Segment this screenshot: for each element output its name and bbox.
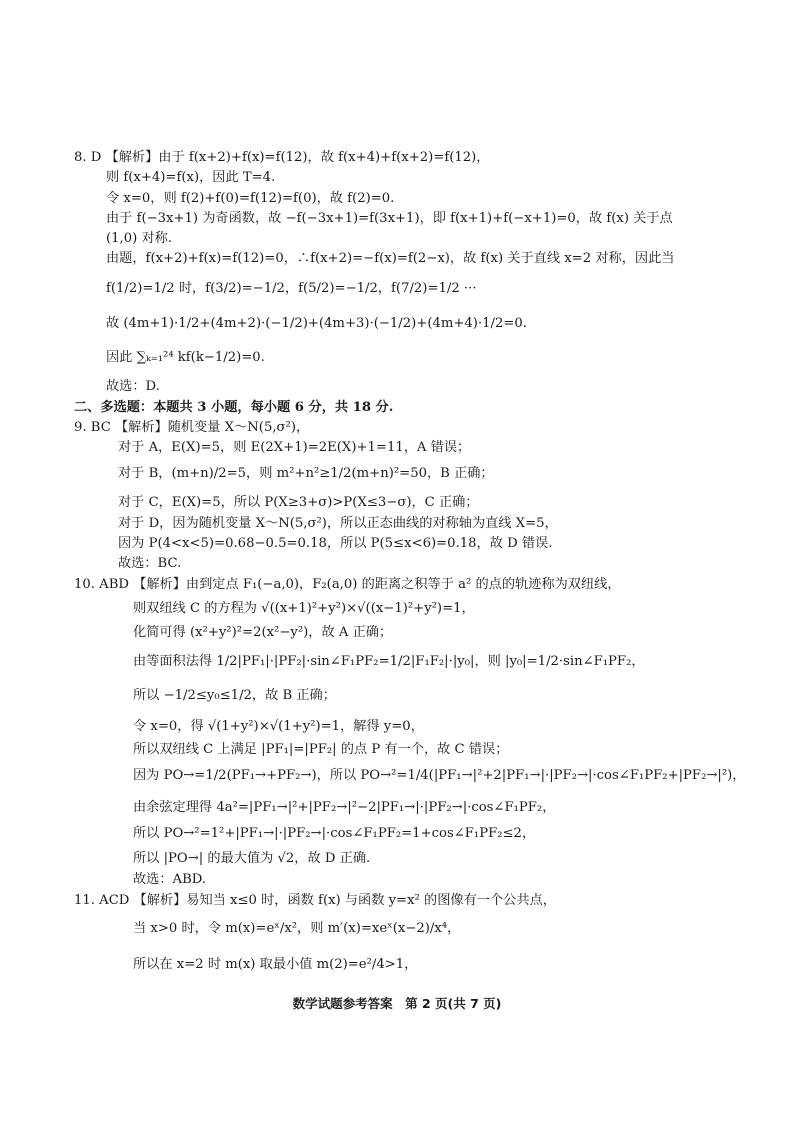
q8-line-5: (1,0) 对称.	[106, 231, 173, 246]
q10-line-6: 令 x=0，得 √(1+y²)×√(1+y²)=1，解得 y=0，	[133, 719, 424, 734]
q8-line-10: 故选：D.	[106, 379, 160, 394]
q10-line-2: 则双纽线 C 的方程为 √((x+1)²+y²)×√((x−1)²+y²)=1，	[133, 601, 475, 616]
q10-line-10: 所以 PO→²=1²+|PF₁→|·|PF₂→|·cos∠F₁PF₂=1+cos∠F₁PF₂≤2，	[133, 826, 536, 841]
q8-line-2: 则 f(x+4)=f(x)，因此 T=4.	[106, 170, 276, 185]
section-heading-multiple-choice: 二、多选题：本题共 3 小题，每小题 6 分，共 18 分.	[74, 400, 394, 415]
q8-line-4: 由于 f(−3x+1) 为奇函数，故 −f(−3x+1)=f(3x+1)，即 f(x+1)+f(−x+1)=0，故 f(x) 关于点	[106, 211, 673, 226]
q9-line-6: 因为 P(4<x<5)=0.68−0.5=0.18，所以 P(5≤x<6)=0.18，故 D 错误.	[118, 536, 553, 551]
q8-line-3: 令 x=0，则 f(2)+f(0)=f(12)=f(0)，故 f(2)=0.	[106, 191, 395, 206]
q8-line-9: 因此 ∑ₖ₌₁²⁴ kf(k−1/2)=0.	[106, 350, 265, 365]
q9-line-2: 对于 A，E(X)=5，则 E(2X+1)=2E(X)+1=11，A 错误；	[118, 440, 471, 455]
q8-line-1: 8. D 【解析】由于 f(x+2)+f(x)=f(12)，故 f(x+4)+f(x+2)=f(12)，	[74, 150, 490, 165]
q8-line-8: 故 (4m+1)·1/2+(4m+2)·(−1/2)+(4m+3)·(−1/2)+(4m+4)·1/2=0.	[106, 316, 528, 331]
q11-line-3: 所以在 x=2 时 m(x) 取最小值 m(2)=e²/4>1，	[133, 957, 418, 972]
q8-line-6: 由题，f(x+2)+f(x)=f(12)=0，∴f(x+2)=−f(x)=f(2−x)，故 f(x) 关于直线 x=2 对称，因此当	[106, 251, 675, 266]
q10-line-8: 因为 PO→=1/2(PF₁→+PF₂→)，所以 PO→²=1/4(|PF₁→|²+2|PF₁→|·|PF₂→|·cos∠F₁PF₂+|PF₂→|²)，	[133, 768, 746, 783]
q10-line-11: 所以 |PO→| 的最大值为 √2，故 D 正确.	[133, 851, 371, 866]
q10-line-9: 由余弦定理得 4a²=|PF₁→|²+|PF₂→|²−2|PF₁→|·|PF₂→|·cos∠F₁PF₂，	[133, 800, 556, 815]
q10-line-12: 故选：ABD.	[133, 872, 207, 887]
q9-line-1: 9. BC 【解析】随机变量 X～N(5,σ²)，	[74, 420, 310, 435]
q11-line-1: 11. ACD 【解析】易知当 x≤0 时，函数 f(x) 与函数 y=x² 的图像有一个公共点，	[74, 893, 556, 908]
q10-line-1: 10. ABD 【解析】由到定点 F₁(−a,0)，F₂(a,0) 的距离之积等于 a² 的点的轨迹称为双纽线，	[74, 577, 621, 592]
q9-line-7: 故选：BC.	[118, 556, 182, 571]
q10-line-4: 由等面积法得 1/2|PF₁|·|PF₂|·sin∠F₁PF₂=1/2|F₁F₂|·|y₀|，则 |y₀|=1/2·sin∠F₁PF₂，	[133, 654, 645, 669]
q9-line-5: 对于 D，因为随机变量 X～N(5,σ²)，所以正态曲线的对称轴为直线 X=5，	[118, 516, 558, 531]
q9-line-4: 对于 C，E(X)=5，所以 P(X≥3+σ)>P(X≤3−σ)，C 正确；	[118, 495, 479, 510]
q9-line-3: 对于 B，(m+n)/2=5，则 m²+n²≥1/2(m+n)²=50，B 正确；	[118, 466, 494, 481]
q10-line-5: 所以 −1/2≤y₀≤1/2，故 B 正确；	[133, 688, 336, 703]
q11-line-2: 当 x>0 时，令 m(x)=eˣ/x²，则 m′(x)=xeˣ(x−2)/x⁴，	[133, 921, 461, 936]
page-footer: 数学试题参考答案 第 2 页(共 7 页)	[292, 996, 502, 1011]
q8-line-7: f(1/2)=1/2 时，f(3/2)=−1/2，f(5/2)=−1/2，f(7/2)=1/2 ···	[106, 281, 477, 296]
q10-line-3: 化简可得 (x²+y²)²=2(x²−y²)，故 A 正确；	[133, 625, 393, 640]
q10-line-7: 所以双纽线 C 上满足 |PF₁|=|PF₂| 的点 P 有一个，故 C 错误；	[133, 742, 509, 757]
